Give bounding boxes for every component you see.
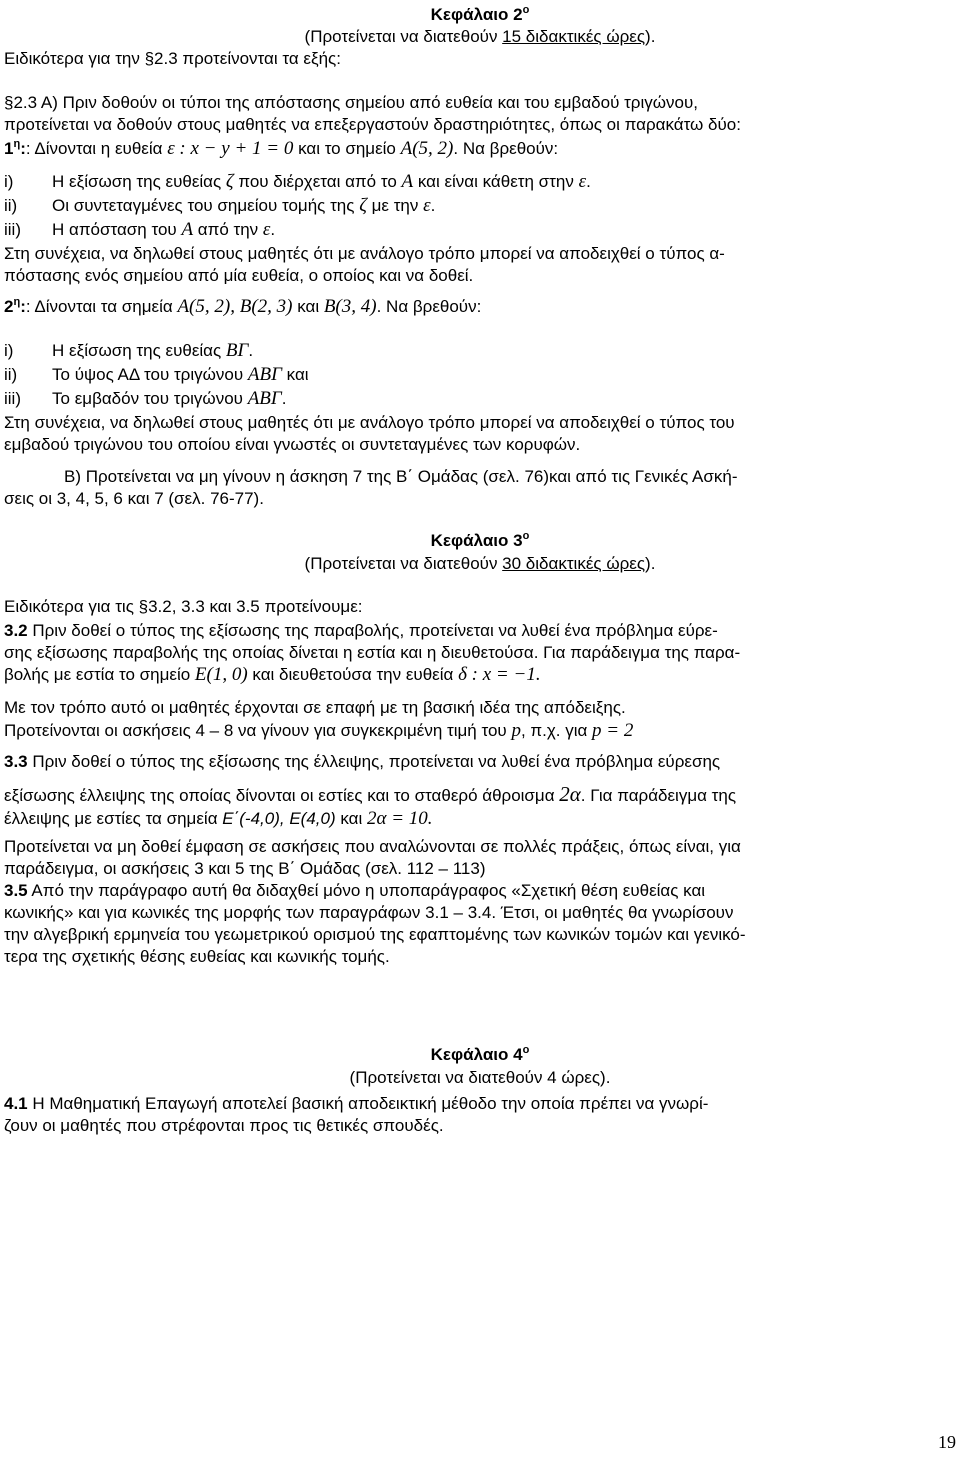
chapter-4-hours: (Προτείνεται να διατεθούν 4 ώρες). xyxy=(349,1068,611,1087)
section-3-2-line: Με τον τρόπο αυτό οι μαθητές έρχονται σε επαφή με τη βασική ιδέα της απόδειξης. xyxy=(4,698,626,717)
section-3-3-line: Προτείνεται να μη δοθεί έμφαση σε ασκήσεις που αναλώνονται σε πολλές πράξεις, όπως είναι, για xyxy=(4,837,741,856)
section-2-3-line: προτείνεται να δοθούν στους μαθητές να επεξεργαστούν δραστηριότητες, όπως οι παρακάτω δύο: xyxy=(4,115,741,134)
continuation-text: Στη συνέχεια, να δηλωθεί στους μαθητές ότι με ανάλογο τρόπο μπορεί να αποδειχθεί ο τύπος α- xyxy=(4,244,725,263)
section-3-5-line: την αλγεβρική ερμηνεία του γεωμετρικού ορισμού της εφαπτομένης των κωνικών τομών και γενικό- xyxy=(4,925,746,944)
activity-1-heading: $1^\eta$:: Δίνονται η ευθεία ε : x − y + 1 = 0 και το σημείο A(5, 2). Να βρεθούν: xyxy=(4,138,559,159)
activity-1-item: i) Η εξίσωση της ευθείας ζ που διέρχεται από το A και είναι κάθετη στην ε. xyxy=(4,171,591,192)
section-3-3-line: εξίσωσης έλλειψης της οποίας δίνονται οι εστίες και το σταθερό άθροισμα 2α. Για παράδειγμα της xyxy=(4,782,737,806)
activity-2-heading: $2^\eta$:: Δίνονται τα σημεία A(5, 2), B(2, 3) και B(3, 4). Να βρεθούν: xyxy=(4,296,482,317)
activity-1-item: ii) Οι συντεταγμένες του σημείου τομής της ζ με την ε. xyxy=(4,195,436,216)
section-2-3-line: §2.3 Α) Πριν δοθούν οι τύποι της απόστασης σημείου από ευθεία και του εμβαδού τριγώνου, xyxy=(4,93,698,112)
point-a: A(5, 2) xyxy=(400,138,454,159)
section-4-1-line: ζουν οι μαθητές που στρέφονται προς τις θετικές σπουδές. xyxy=(4,1116,444,1135)
section-4-1-line: 4.1 Η Μαθηματική Επαγωγή αποτελεί βασική αποδεικτική μέθοδο την οποία πρέπει να γνωρί- xyxy=(4,1094,709,1113)
chapter-2-intro: Ειδικότερα για την §2.3 προτείνονται τα εξής: xyxy=(4,49,341,68)
activity-2-item: ii) Το ύψος ΑΔ του τριγώνου ABΓ και xyxy=(4,364,309,385)
equation-line-epsilon: ε : x − y + 1 = 0 xyxy=(167,138,294,159)
section-3-2-line: βολής με εστία το σημείο E(1, 0) και διευθετούσα την ευθεία δ : x = −1. xyxy=(4,664,541,685)
section-3-2-line: σης εξίσωσης παραβολής της οποίας δίνεται η εστία και η διευθετούσα. Για παράδειγμα της παρα- xyxy=(4,643,741,662)
continuation-text: Στη συνέχεια, να δηλωθεί στους μαθητές ότι με ανάλογο τρόπο μπορεί να αποδειχθεί ο τύπος του xyxy=(4,413,735,432)
chapter-4-title: Κεφάλαιο $4^o$ xyxy=(430,1044,530,1064)
continuation-text: πόστασης ενός σημείου από μία ευθεία, ο οποίος και να δοθεί. xyxy=(4,266,474,285)
section-3-5-line: τερα της σχετικής θέσης ευθείας και κωνικής τομής. xyxy=(4,947,390,966)
section-3-3-line: παράδειγμα, οι ασκήσεις 3 και 5 της Β΄ Ομάδας (σελ. 112 – 113) xyxy=(4,859,486,878)
chapter-3-title: Κεφάλαιο $3^o$ xyxy=(430,530,530,550)
section-3-5-line: 3.5 Από την παράγραφο αυτή θα διδαχθεί μόνο η υποπαράγραφος «Σχετική θέση ευθείας και xyxy=(4,881,706,900)
section-3-2-line: 3.2 Πριν δοθεί ο τύπος της εξίσωσης της παραβολής, προτείνεται να λυθεί ένα πρόβλημα εύρε- xyxy=(4,621,718,640)
page-number: 19 xyxy=(938,1432,956,1452)
part-b-text: Β) Προτείνεται να μη γίνουν η άσκηση 7 της Β΄ Ομάδας (σελ. 76)και από τις Γενικές Ασκή- xyxy=(64,467,738,486)
part-b-text: σεις οι 3, 4, 5, 6 και 7 (σελ. 76-77). xyxy=(4,489,264,508)
chapter-2-title: Κεφάλαιο $2^o$ xyxy=(430,4,530,24)
section-3-2-line: Προτείνονται οι ασκήσεις 4 – 8 να γίνουν για συγκεκριμένη τιμή του p, π.χ. για p = 2 xyxy=(4,720,634,741)
chapter-3-intro: Ειδικότερα για τις §3.2, 3.3 και 3.5 προτείνουμε: xyxy=(4,597,363,616)
continuation-text: εμβαδού τριγώνου του οποίου είναι γνωστές οι συντεταγμένες των κορυφών. xyxy=(4,435,581,454)
activity-2-item: i) Η εξίσωση της ευθείας BΓ. xyxy=(4,340,254,361)
activity-1-item: iii) Η απόσταση του A από την ε. xyxy=(4,219,276,240)
chapter-3-hours: (Προτείνεται να διατεθούν 30 διδακτικές ώρες). xyxy=(304,554,656,573)
section-3-5-line: κωνικής» και για κωνικές της μορφής των παραγράφων 3.1 – 3.4. Έτσι, οι μαθητές θα γνωρίσουν xyxy=(4,903,734,922)
section-3-3-line: έλλειψης με εστίες τα σημεία E΄(-4,0), E(4,0) και 2α = 10. xyxy=(4,808,433,829)
section-3-3-line: 3.3 Πριν δοθεί ο τύπος της εξίσωσης της έλλειψης, προτείνεται να λυθεί ένα πρόβλημα εύρεσης xyxy=(4,752,721,771)
activity-2-item: iii) Το εμβαδόν του τριγώνου ABΓ. xyxy=(4,388,287,409)
chapter-2-hours: (Προτείνεται να διατεθούν 15 διδακτικές ώρες). xyxy=(304,27,656,46)
